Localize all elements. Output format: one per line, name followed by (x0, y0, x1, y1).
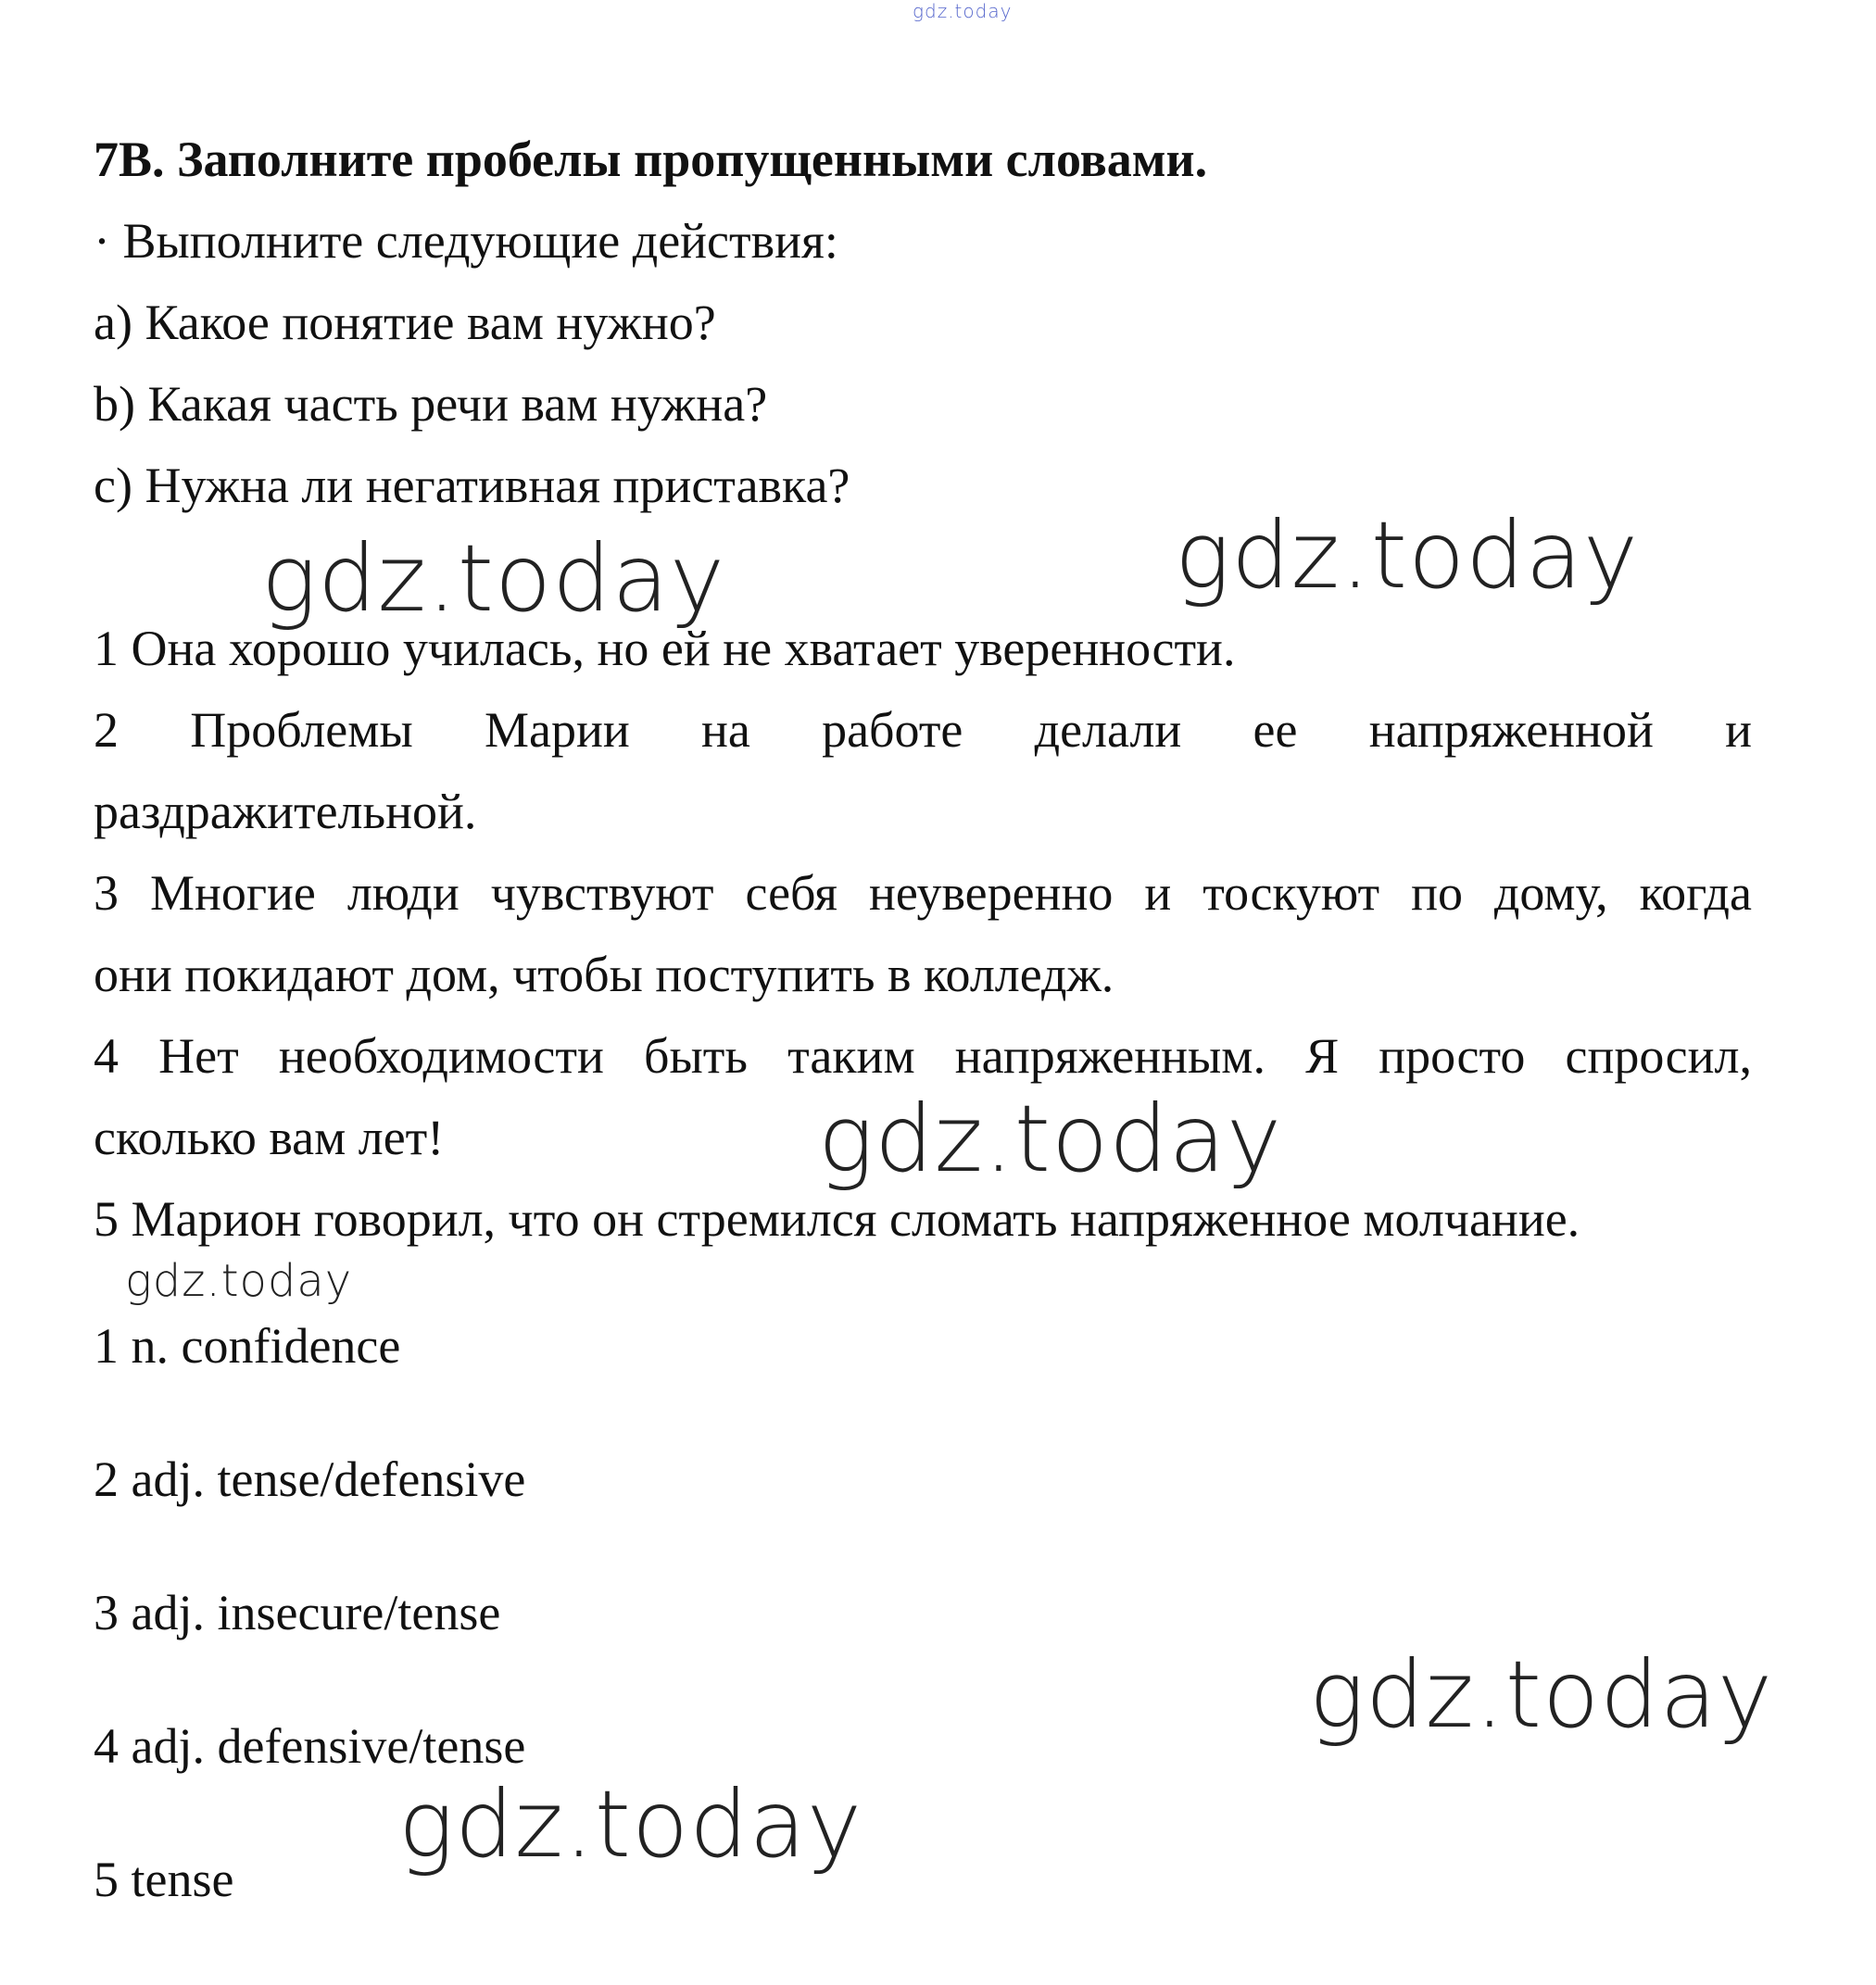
answer-3: 3 adj. insecure/tense (94, 1585, 501, 1640)
answer-5: 5 tense (94, 1852, 234, 1907)
sentence-2-line-2: раздражительной. (94, 784, 477, 839)
task-instruction: · Выполните следующие действия: (94, 213, 838, 269)
answer-2: 2 adj. tense/defensive (94, 1451, 526, 1507)
task-step-c: c) Нужна ли негативная приставка? (94, 458, 850, 513)
sentence-3-line-2: они покидают дом, чтобы поступить в колледж. (94, 947, 1114, 1002)
watermark-5: gdz.today (1309, 1640, 1774, 1749)
sentence-1: 1 Она хорошо училась, но ей не хватает уверенности. (94, 621, 1236, 676)
task-title: 7B. Заполните пробелы пропущенными словами. (94, 132, 1208, 187)
task-step-b: b) Какая часть речи вам нужна? (94, 376, 768, 432)
watermark-1: gdz.today (261, 524, 726, 633)
watermark-top: gdz.today (913, 0, 1013, 22)
watermark-3: gdz.today (818, 1085, 1283, 1193)
watermark-4: gdz.today (125, 1255, 353, 1307)
task-step-a: a) Какое понятие вам нужно? (94, 295, 716, 350)
answer-1: 1 n. confidence (94, 1318, 401, 1374)
sentence-2-line-1: 2 Проблемы Марии на работе делали ее напряженной и (94, 702, 1752, 758)
sentence-5: 5 Марион говорил, что он стремился сломать напряженное молчание. (94, 1191, 1580, 1247)
sentence-4-line-2: сколько вам лет! (94, 1110, 445, 1165)
watermark-2: gdz.today (1175, 501, 1640, 609)
answer-4: 4 adj. defensive/tense (94, 1718, 526, 1774)
watermark-6: gdz.today (398, 1770, 863, 1878)
sentence-3-line-1: 3 Многие люди чувствуют себя неуверенно и тоскуют по дому, когда (94, 865, 1752, 921)
sentence-4-line-1: 4 Нет необходимости быть таким напряженным. Я просто спросил, (94, 1028, 1752, 1084)
